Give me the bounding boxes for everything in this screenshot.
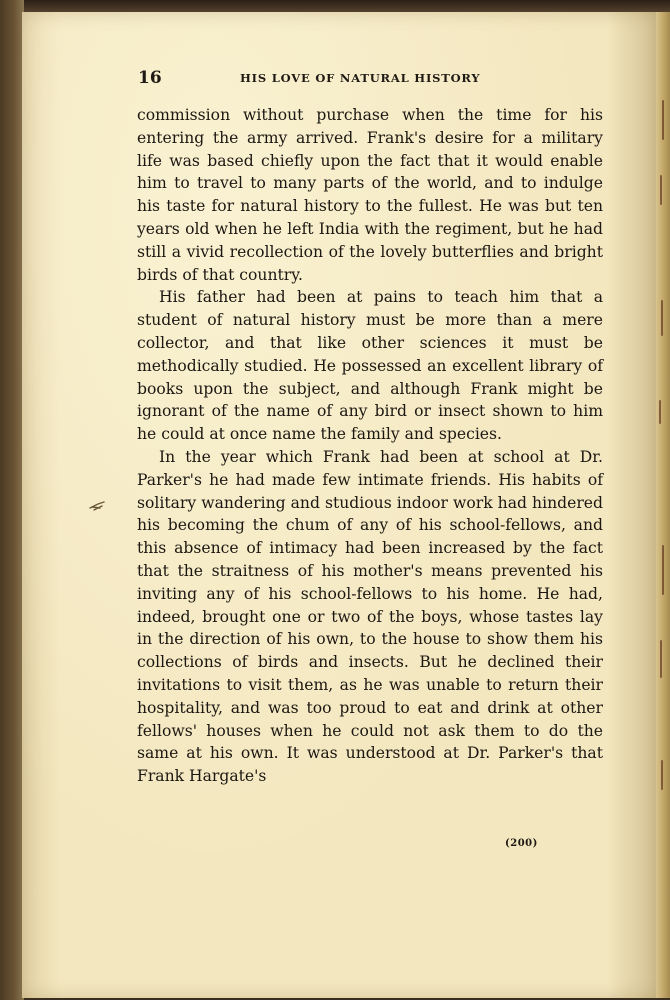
- page-header: [138, 68, 604, 90]
- binding-left-edge: [0, 0, 24, 1000]
- signature-mark: (200): [505, 838, 538, 849]
- edge-ink-mark: [659, 400, 661, 424]
- edge-ink-mark: [660, 640, 662, 678]
- page-number: 16: [138, 68, 162, 88]
- edge-ink-mark: [661, 760, 663, 790]
- paragraph: In the year which Frank had been at school at Dr. Parker's he had made few intimate friends. His habits of solitary wandering and studious indoor work had hindered his becoming the chum of any of his school-fellows, and this absence of intimacy had been increased by the fact that the straitness of his mother's means prevented his inviting any of his school-fellows to his home. He had, indeed, brought one or two of the boys, whose tastes lay in the direction of his own, to the house to show them his collections of birds and insects. But he declined their invitations to visit them, as he was unable to return their hospitality, and was too proud to eat and drink at other fellows' houses when he could not ask them to do the same at his own. It was understood at Dr. Parker's that Frank Hargate's: [137, 447, 603, 786]
- edge-ink-mark: [662, 100, 664, 140]
- running-head: HIS LOVE OF NATURAL HISTORY: [240, 71, 481, 85]
- body-text: [137, 104, 603, 788]
- margin-pencil-mark-icon: [88, 498, 106, 516]
- paragraph: commission without purchase when the time for his entering the army arrived. Frank's desire for a military life was based chiefly upon the fact that it would enable him to travel to many parts of the world, and to indulge his taste for natural history to the fullest. He was but ten years old when he left India with the regiment, but he had still a vivid recollection of the lovely butterflies and bright birds of that country.: [137, 106, 603, 284]
- paragraph: His father had been at pains to teach him that a student of natural history must be more than a mere collector, and that like other sciences it must be methodically studied. He possessed an excellent library of books upon the subject, and although Frank might be ignorant of the name of any bird or insect shown to him he could at once name the family and species.: [137, 288, 603, 444]
- page-right-edge: [656, 12, 670, 998]
- edge-ink-mark: [662, 545, 664, 595]
- edge-ink-mark: [661, 300, 663, 336]
- edge-ink-mark: [660, 175, 662, 205]
